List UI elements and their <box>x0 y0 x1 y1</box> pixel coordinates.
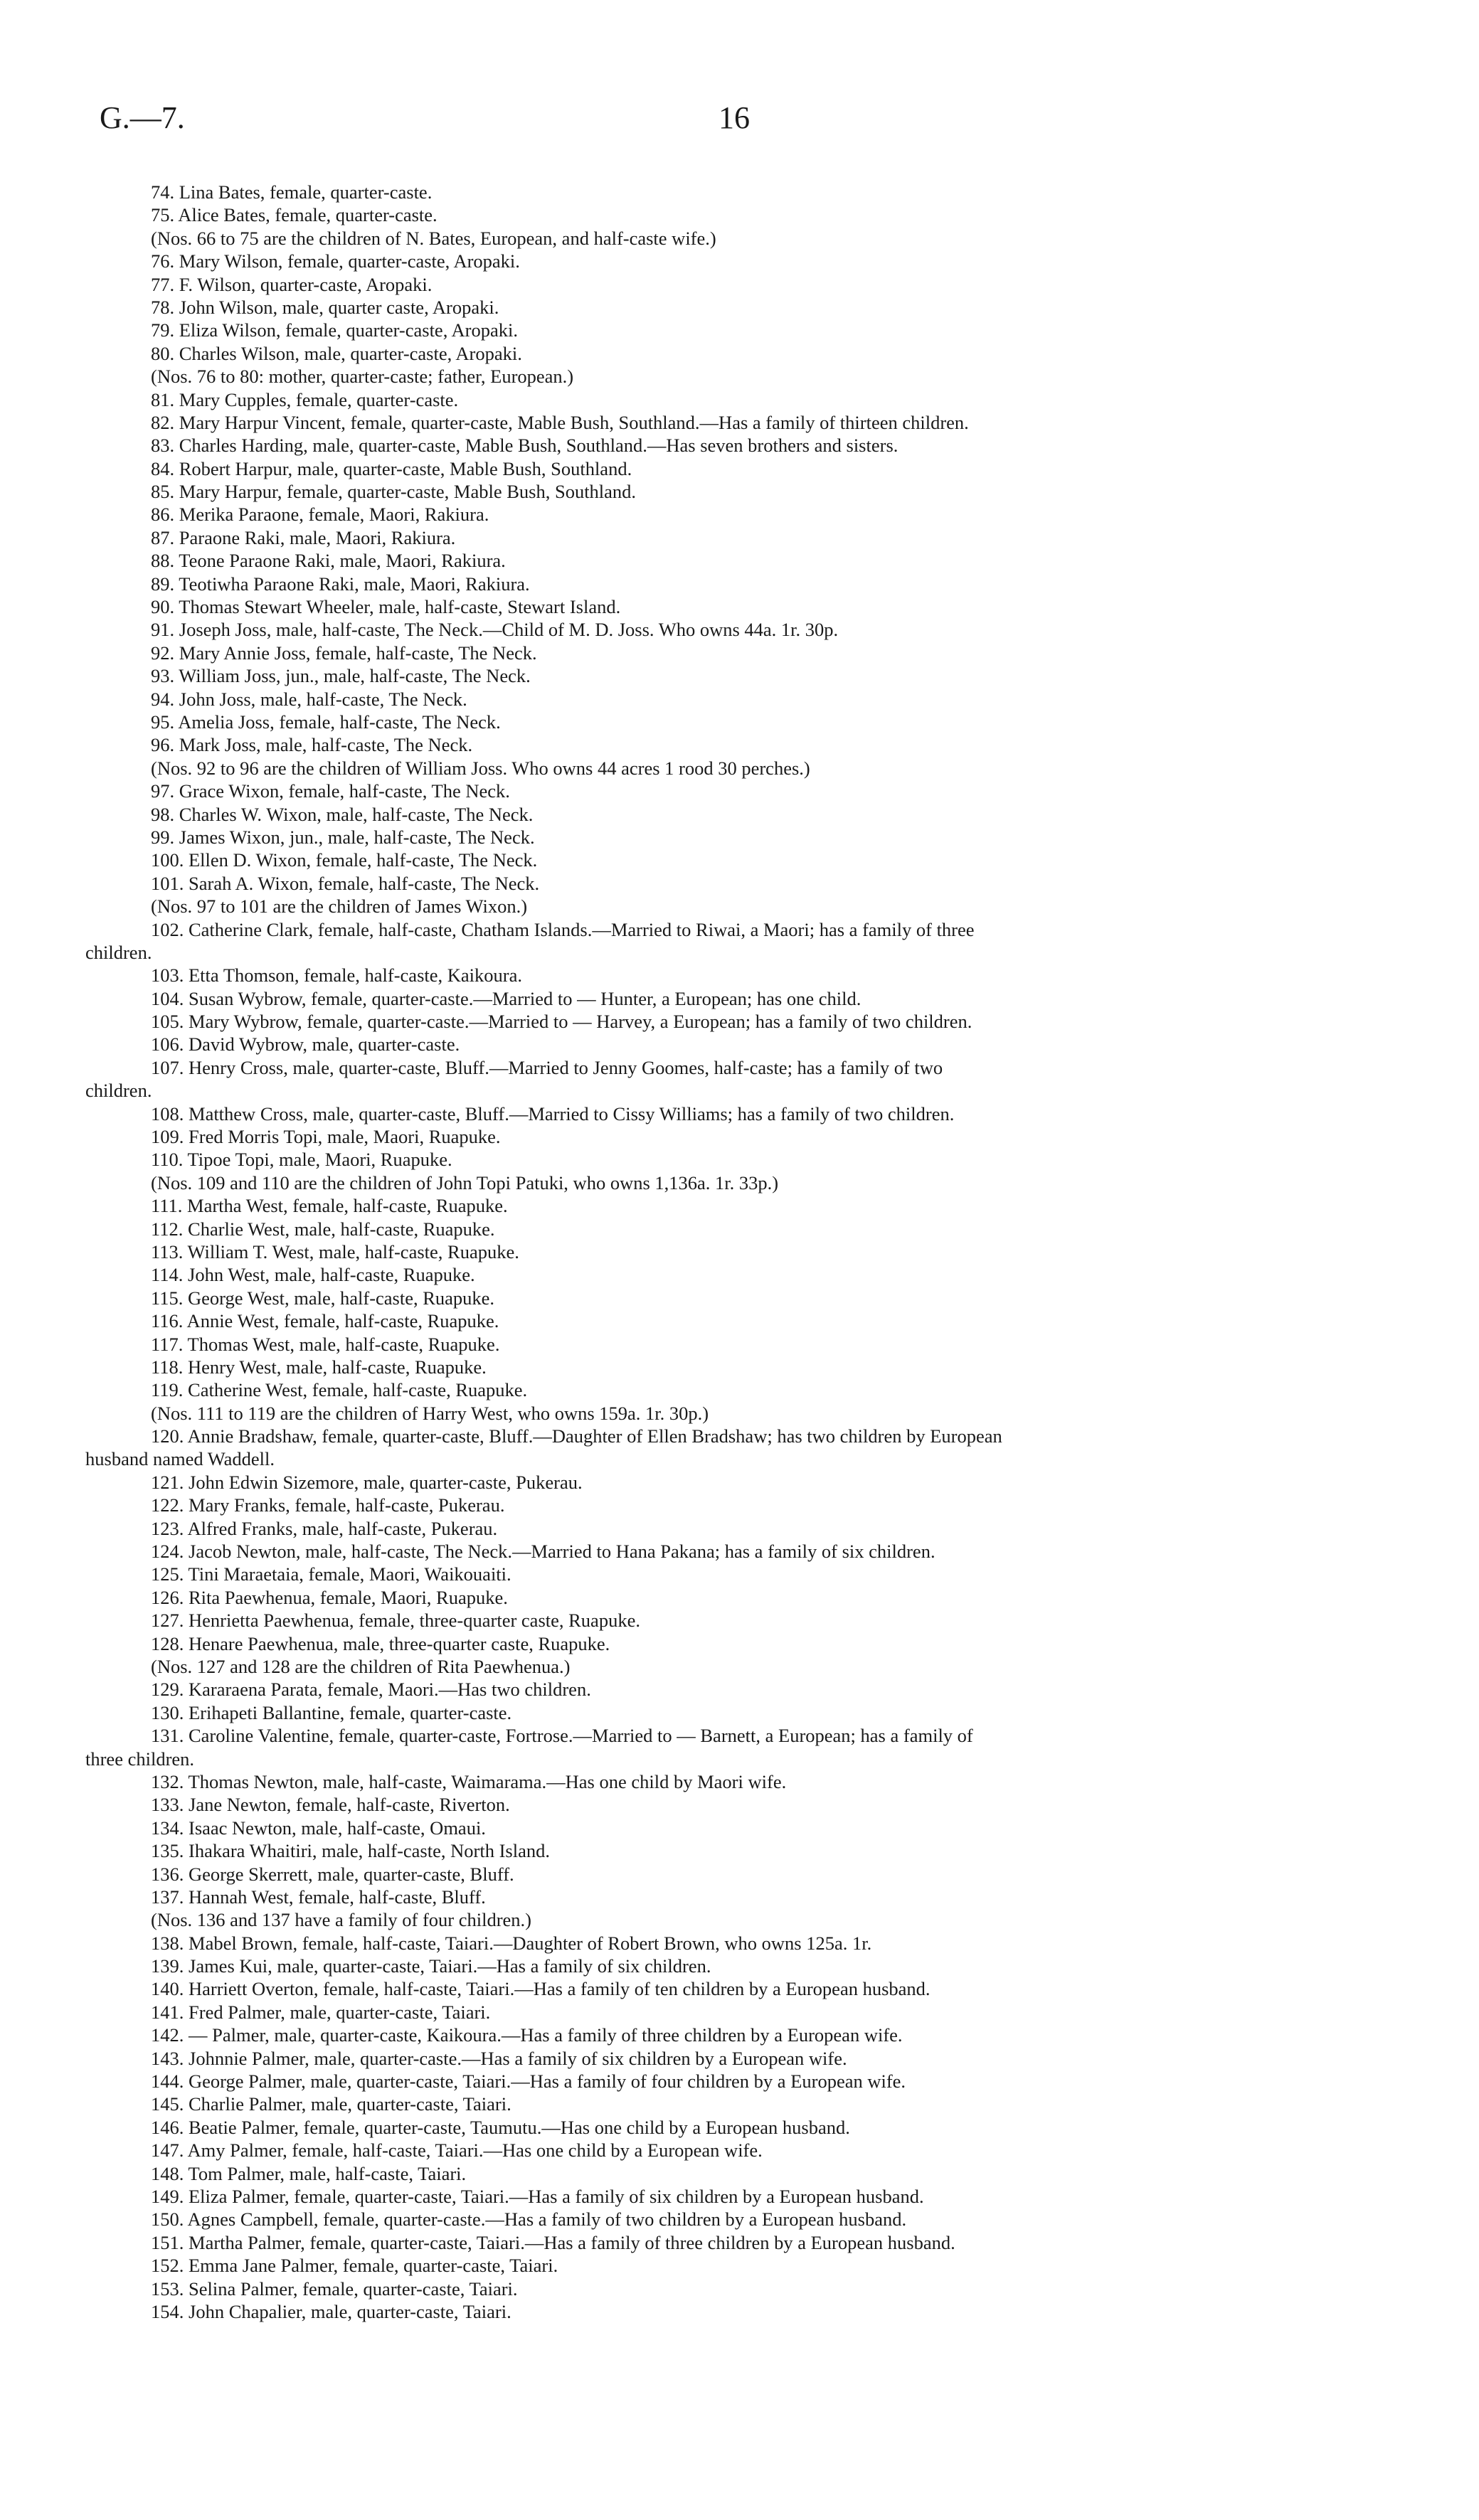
entry-line: 80. Charles Wilson, male, quarter-caste, Aropaki. <box>151 342 522 364</box>
entry-line: 101. Sarah A. Wixon, female, half-caste, The Neck. <box>151 872 540 894</box>
entry-line: 131. Caroline Valentine, female, quarter-caste, Fortrose.—Married to — Barnett, a European; has a family of <box>151 1725 973 1747</box>
entry-line: 83. Charles Harding, male, quarter-caste, Mable Bush, Southland.—Has seven brothers and sisters. <box>151 435 898 457</box>
entry-line: 132. Thomas Newton, male, half-caste, Waimarama.—Has one child by Maori wife. <box>151 1770 787 1792</box>
entry-line: 144. George Palmer, male, quarter-caste, Taiari.—Has a family of four children by a European wife. <box>151 2070 906 2093</box>
entry-list <box>85 181 1401 2323</box>
entry-continuation-line: husband named Waddell. <box>85 1448 275 1470</box>
entry-line: (Nos. 111 to 119 are the children of Harry West, who owns 159a. 1r. 30p.) <box>151 1402 709 1424</box>
entry-line: 78. John Wilson, male, quarter caste, Aropaki. <box>151 296 499 318</box>
entry-line: 122. Mary Franks, female, half-caste, Pukerau. <box>151 1494 505 1516</box>
entry-line: 90. Thomas Stewart Wheeler, male, half-caste, Stewart Island. <box>151 596 621 618</box>
entry-continuation-line: children. <box>85 1080 152 1102</box>
entry-line: 146. Beatie Palmer, female, quarter-caste, Taumutu.—Has one child by a European husband. <box>151 2116 850 2138</box>
entry-line: 147. Amy Palmer, female, half-caste, Taiari.—Has one child by a European wife. <box>151 2139 763 2162</box>
entry-line: 107. Henry Cross, male, quarter-caste, Bluff.—Married to Jenny Goomes, half-caste; has a family of two <box>151 1056 943 1078</box>
entry-line: 111. Martha West, female, half-caste, Ruapuke. <box>151 1195 508 1217</box>
entry-line: 149. Eliza Palmer, female, quarter-caste, Taiari.—Has a family of six children by a European husband. <box>151 2185 924 2207</box>
entry-line: (Nos. 127 and 128 are the children of Rita Paewhenua.) <box>151 1656 571 1677</box>
entry-continuation-line: three children. <box>85 1748 195 1770</box>
entry-line: (Nos. 97 to 101 are the children of James Wixon.) <box>151 895 528 918</box>
entry-line: 75. Alice Bates, female, quarter-caste. <box>151 204 438 226</box>
entry-line: 142. — Palmer, male, quarter-caste, Kaikoura.—Has a family of three children by a European wife. <box>151 2024 903 2046</box>
entry-line: 116. Annie West, female, half-caste, Ruapuke. <box>151 1310 499 1332</box>
entry-line: 76. Mary Wilson, female, quarter-caste, Aropaki. <box>151 250 520 272</box>
entry-line: 123. Alfred Franks, male, half-caste, Pukerau. <box>151 1517 498 1539</box>
entry-line: 120. Annie Bradshaw, female, quarter-caste, Bluff.—Daughter of Ellen Bradshaw; has two children by European <box>151 1425 1002 1447</box>
entry-line: 103. Etta Thomson, female, half-caste, Kaikoura. <box>151 964 522 987</box>
entry-line: 143. Johnnie Palmer, male, quarter-caste.—Has a family of six children by a European wife. <box>151 2047 847 2069</box>
entry-line: 87. Paraone Raki, male, Maori, Rakiura. <box>151 526 456 548</box>
entry-line: 129. Kararaena Parata, female, Maori.—Has two children. <box>151 1679 591 1701</box>
entry-line: 137. Hannah West, female, half-caste, Bluff. <box>151 1886 486 1908</box>
entry-continuation-line: children. <box>85 941 152 963</box>
entry-line: 145. Charlie Palmer, male, quarter-caste, Taiari. <box>151 2093 511 2115</box>
entry-line: 121. John Edwin Sizemore, male, quarter-caste, Pukerau. <box>151 1471 583 1493</box>
entry-line: 150. Agnes Campbell, female, quarter-caste.—Has a family of two children by a European husband. <box>151 2208 907 2231</box>
entry-line: 124. Jacob Newton, male, half-caste, The Neck.—Married to Hana Pakana; has a family of six children. <box>151 1541 935 1563</box>
entry-line: 93. William Joss, jun., male, half-caste, The Neck. <box>151 665 531 687</box>
entry-line: 133. Jane Newton, female, half-caste, Riverton. <box>151 1794 510 1816</box>
entry-line: 141. Fred Palmer, male, quarter-caste, Taiari. <box>151 2001 491 2023</box>
entry-line: 139. James Kui, male, quarter-caste, Taiari.—Has a family of six children. <box>151 1955 711 1977</box>
entry-line: 77. F. Wilson, quarter-caste, Aropaki. <box>151 273 433 295</box>
entry-line: (Nos. 92 to 96 are the children of William Joss. Who owns 44 acres 1 rood 30 perches.) <box>151 757 810 779</box>
page-number: 16 <box>719 100 750 135</box>
entry-line: 91. Joseph Joss, male, half-caste, The Neck.—Child of M. D. Joss. Who owns 44a. 1r. 30p. <box>151 619 839 641</box>
entry-line: 125. Tini Maraetaia, female, Maori, Waikouaiti. <box>151 1563 511 1585</box>
entry-line: 112. Charlie West, male, half-caste, Ruapuke. <box>151 1218 495 1240</box>
entry-line: 115. George West, male, half-caste, Ruapuke. <box>151 1287 495 1309</box>
entry-line: 82. Mary Harpur Vincent, female, quarter-caste, Mable Bush, Southland.—Has a family of thirteen children. <box>151 411 969 433</box>
entry-line: 98. Charles W. Wixon, male, half-caste, The Neck. <box>151 803 534 825</box>
entry-line: 136. George Skerrett, male, quarter-caste, Bluff. <box>151 1863 514 1885</box>
entry-line: 113. William T. West, male, half-caste, Ruapuke. <box>151 1240 519 1262</box>
entry-line: (Nos. 76 to 80: mother, quarter-caste; father, European.) <box>151 366 574 388</box>
entry-line: 148. Tom Palmer, male, half-caste, Taiari. <box>151 2162 467 2184</box>
entry-line: 110. Tipoe Topi, male, Maori, Ruapuke. <box>151 1149 452 1171</box>
entry-line: 79. Eliza Wilson, female, quarter-caste, Aropaki. <box>151 319 518 341</box>
entry-line: 86. Merika Paraone, female, Maori, Rakiura. <box>151 504 489 526</box>
document-code: G.—7. <box>100 100 185 135</box>
entry-line: (Nos. 136 and 137 have a family of four children.) <box>151 1909 531 1931</box>
entry-line: 95. Amelia Joss, female, half-caste, The Neck. <box>151 711 501 733</box>
entry-line: 130. Erihapeti Ballantine, female, quarter-caste. <box>151 1701 512 1723</box>
entry-line: 105. Mary Wybrow, female, quarter-caste.—Married to — Harvey, a European; has a family of two children. <box>151 1011 972 1033</box>
entry-line: 152. Emma Jane Palmer, female, quarter-caste, Taiari. <box>151 2255 558 2277</box>
entry-line: 153. Selina Palmer, female, quarter-caste, Taiari. <box>151 2277 518 2300</box>
entry-line: 85. Mary Harpur, female, quarter-caste, Mable Bush, Southland. <box>151 481 637 503</box>
entry-line: 134. Isaac Newton, male, half-caste, Omaui. <box>151 1817 486 1839</box>
entry-line: 135. Ihakara Whaitiri, male, half-caste, North Island. <box>151 1840 550 1862</box>
entry-line: 118. Henry West, male, half-caste, Ruapuke. <box>151 1356 487 1378</box>
entry-line: 106. David Wybrow, male, quarter-caste. <box>151 1033 460 1056</box>
entry-line: 97. Grace Wixon, female, half-caste, The Neck. <box>151 780 510 802</box>
entry-line: 74. Lina Bates, female, quarter-caste. <box>151 181 433 203</box>
entry-line: 151. Martha Palmer, female, quarter-caste, Taiari.—Has a family of three children by a European husband. <box>151 2231 955 2253</box>
entry-line: 92. Mary Annie Joss, female, half-caste, The Neck. <box>151 642 537 664</box>
entry-line: 102. Catherine Clark, female, half-caste, Chatham Islands.—Married to Riwai, a Maori; has a family of three <box>151 918 975 940</box>
entry-line: 96. Mark Joss, male, half-caste, The Neck. <box>151 734 473 756</box>
entry-line: 100. Ellen D. Wixon, female, half-caste, The Neck. <box>151 849 538 871</box>
entry-line: 126. Rita Paewhenua, female, Maori, Ruapuke. <box>151 1586 508 1608</box>
entry-line: 154. John Chapalier, male, quarter-caste, Taiari. <box>151 2300 511 2322</box>
entry-line: 117. Thomas West, male, half-caste, Ruapuke. <box>151 1333 500 1355</box>
entry-line: 99. James Wixon, jun., male, half-caste, The Neck. <box>151 826 535 848</box>
entry-line: 109. Fred Morris Topi, male, Maori, Ruapuke. <box>151 1126 501 1148</box>
entry-line: 84. Robert Harpur, male, quarter-caste, Mable Bush, Southland. <box>151 457 632 479</box>
entry-line: 119. Catherine West, female, half-caste, Ruapuke. <box>151 1379 528 1401</box>
entry-line: (Nos. 66 to 75 are the children of N. Bates, European, and half-caste wife.) <box>151 227 716 249</box>
entry-line: 94. John Joss, male, half-caste, The Neck. <box>151 688 467 710</box>
entry-line: 104. Susan Wybrow, female, quarter-caste.—Married to — Hunter, a European; has one child. <box>151 987 862 1009</box>
entry-line: 114. John West, male, half-caste, Ruapuke. <box>151 1264 475 1286</box>
entry-line: 108. Matthew Cross, male, quarter-caste, Bluff.—Married to Cissy Williams; has a family of two children. <box>151 1102 955 1125</box>
entry-line: (Nos. 109 and 110 are the children of John Topi Patuki, who owns 1,136a. 1r. 33p.) <box>151 1171 779 1193</box>
entry-line: 81. Mary Cupples, female, quarter-caste. <box>151 388 459 410</box>
entry-line: 127. Henrietta Paewhenua, female, three-quarter caste, Ruapuke. <box>151 1610 640 1632</box>
entry-line: 89. Teotiwha Paraone Raki, male, Maori, Rakiura. <box>151 573 530 595</box>
entry-line: 88. Teone Paraone Raki, male, Maori, Rakiura. <box>151 550 506 572</box>
entry-line: 140. Harriett Overton, female, half-caste, Taiari.—Has a family of ten children by a European husband. <box>151 1978 931 2000</box>
entry-line: 128. Henare Paewhenua, male, three-quarter caste, Ruapuke. <box>151 1632 610 1654</box>
entry-line: 138. Mabel Brown, female, half-caste, Taiari.—Daughter of Robert Brown, who owns 125a. 1r. <box>151 1932 872 1954</box>
